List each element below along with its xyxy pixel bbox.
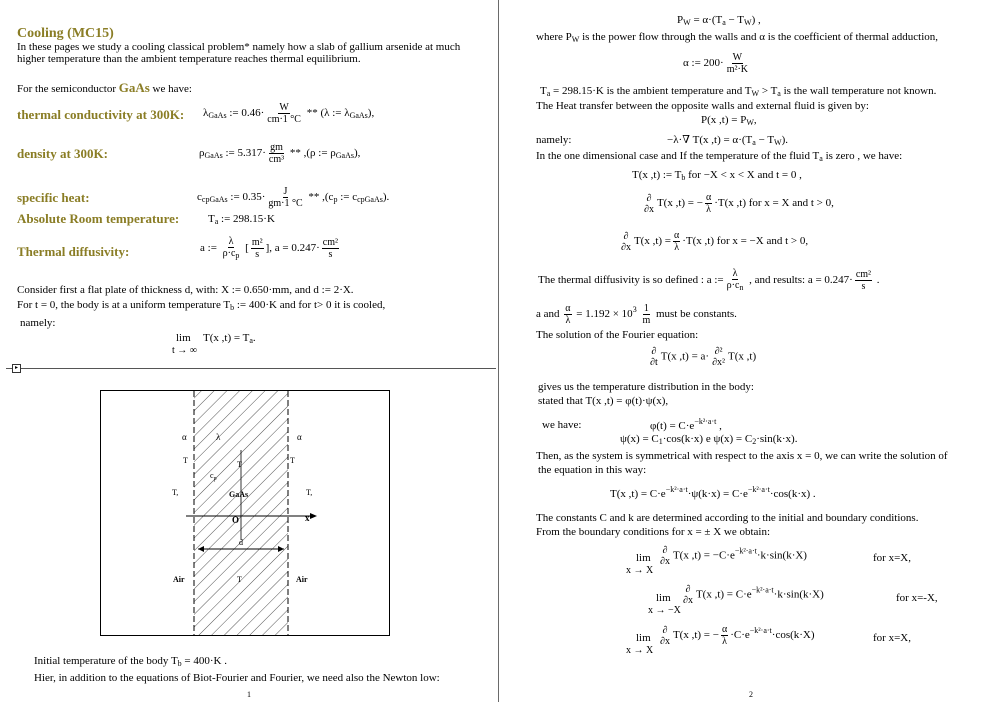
boundary-line: From the boundary conditions for x = ± X we obtain: bbox=[536, 526, 771, 538]
bc2-dx: ∂x bbox=[621, 241, 631, 253]
tw-end: > T bbox=[759, 85, 778, 97]
limit-word: lim bbox=[176, 332, 191, 344]
phi-equation bbox=[650, 418, 722, 432]
density-eq: $\rho_{GaAs}$ := 5.317· $\frac{gm}{\text{cm³}}$ ** ,(ρ := $\rho_{GaAs}$), bbox=[199, 142, 361, 165]
intro-line-1: In these pages we study a cooling classical problem* namely how a slab of gallium arsenide at much bbox=[17, 41, 461, 53]
fig-tv-right: T bbox=[290, 456, 295, 465]
fig-alpha-left: α bbox=[182, 432, 187, 442]
power-equality-eq bbox=[701, 115, 757, 127]
bc1-num: α bbox=[705, 192, 712, 203]
initial-temp-end: = 400·K . bbox=[181, 655, 227, 667]
fig-material: GaAs bbox=[229, 490, 249, 499]
lim1-derivative bbox=[659, 545, 671, 567]
fourier-lhs: T(x ,t) = a· bbox=[660, 350, 710, 363]
diffusivity-eq: a := $\frac{\lambda}{\rho\cdot c_p}$ [ $\frac{\text{m²}}{s}$ ], a = 0.247· $\frac{\text{cm²}}{s}$ bbox=[200, 236, 339, 260]
page-1 bbox=[0, 0, 499, 702]
fourier-partial: ∂ bbox=[651, 346, 657, 357]
fig-air-right: Air bbox=[296, 575, 308, 584]
specific-heat-eq: $c_{cpGaAs}$ := 0.35· $\frac{J}{gm\cdot 1 ^\circ C}$ ** $,(c_p$ := $c_{cpGaAs}$). bbox=[197, 186, 390, 209]
ratio-unit bbox=[641, 303, 651, 326]
initial-temp-text: Initial temperature of the body T bbox=[34, 655, 178, 667]
pw-mid: − T bbox=[725, 14, 744, 26]
lim3-dx: ∂x bbox=[660, 635, 670, 647]
sh-unit-den: gm·1 °C bbox=[268, 198, 303, 209]
limit-1-sub: x → X bbox=[626, 565, 654, 576]
power-flow-eq bbox=[677, 15, 761, 27]
init-cond-sub: b bbox=[681, 173, 686, 182]
ratio-pre: a and bbox=[536, 308, 560, 321]
sh-unit bbox=[267, 186, 303, 209]
bc1-frac bbox=[705, 192, 712, 215]
diff-def-den bbox=[726, 280, 745, 293]
pw-end: = α·(T bbox=[690, 14, 723, 26]
fig-t-left: T, bbox=[172, 488, 179, 497]
lim1-partial: ∂ bbox=[662, 545, 668, 556]
diff-def-unit-num: cm² bbox=[855, 269, 872, 280]
sh-value: 0.35 bbox=[242, 191, 262, 204]
psi-equation bbox=[620, 434, 797, 446]
alpha-def-text: α := 200· bbox=[683, 57, 724, 70]
lim1-dx: ∂x bbox=[660, 556, 670, 567]
sh-note-mid: := c bbox=[337, 191, 358, 204]
where-end: is the power flow through the walls and α is the coefficient of thermal adduction, bbox=[579, 31, 938, 43]
tc-unit-num: W bbox=[279, 102, 289, 113]
sh-note-sub-a: p bbox=[333, 195, 338, 205]
phi-end: , bbox=[716, 420, 722, 432]
initial-condition-eq bbox=[632, 170, 802, 182]
where-sub: W bbox=[571, 35, 580, 44]
symmetric-line-2: the equation in this way: bbox=[538, 464, 647, 476]
one-dimensional-line bbox=[536, 151, 902, 163]
fig-tv-left: T bbox=[183, 456, 188, 465]
bc2-partial: ∂ bbox=[623, 230, 629, 242]
room-temperature-eq bbox=[208, 214, 275, 226]
heat-transfer-line: The Heat transfer between the opposite walls and external fluid is given by: bbox=[536, 100, 869, 112]
fourier-d2 bbox=[711, 346, 726, 368]
grad-text: −λ·∇ T(x ,t) = α·(T bbox=[667, 134, 753, 146]
hier-line: Hier, in addition to the equations of Biot-Fourier and Fourier, we need also the Newton low: bbox=[34, 672, 440, 684]
symmetric-line-1: Then, as the system is symmetrical with respect to the axis x = 0, we can write the solution of bbox=[536, 450, 948, 462]
lim2-end: ·k·sin(k·X) bbox=[773, 588, 824, 601]
grad-sub-w: W bbox=[774, 138, 782, 147]
init-cond-end: for −X < x < X and t = 0 , bbox=[685, 169, 802, 181]
diff-def-unit bbox=[855, 269, 872, 292]
limit-2-eq bbox=[680, 584, 824, 606]
diff-def-mid: , and results: a = 0.247· bbox=[746, 274, 853, 287]
bc1-lhs: T(x ,t) = − bbox=[656, 197, 703, 210]
diff-def-frac bbox=[726, 268, 745, 293]
density-note: ** ,(ρ := ρ bbox=[289, 147, 336, 160]
fig-origin: O bbox=[232, 515, 240, 525]
bc1-dx: ∂x bbox=[644, 203, 654, 215]
pw-sub-a: a bbox=[722, 18, 726, 27]
limit-3-word: lim bbox=[636, 632, 651, 644]
lim3-derivative bbox=[659, 625, 671, 647]
initial-temperature-line bbox=[34, 656, 227, 668]
pw-eq: P bbox=[677, 14, 684, 26]
fig-lambda: λ bbox=[216, 432, 221, 442]
lim3-end: ·cos(k·X) bbox=[771, 629, 815, 642]
ratio-exp: 3 bbox=[632, 305, 637, 315]
limit-1-condition: for x=X, bbox=[873, 552, 911, 564]
p-eq-text: P(x ,t) = P bbox=[701, 114, 747, 126]
diff-unit bbox=[251, 237, 264, 260]
tc-unit-den: cm·1 °C bbox=[267, 114, 301, 125]
limit-sub: t → ∞ bbox=[172, 345, 197, 356]
diff-def-den-text: ρ·c bbox=[726, 280, 740, 291]
tc-note-end: ), bbox=[367, 107, 375, 120]
psi-sub-2: 2 bbox=[752, 437, 757, 446]
density-label: density at 300K: bbox=[17, 146, 108, 161]
pw-sub-w: W bbox=[744, 18, 752, 27]
fourier-rhs: T(x ,t) bbox=[728, 350, 757, 363]
diff-result-unit-den: s bbox=[328, 249, 333, 260]
grad-mid: − T bbox=[755, 134, 775, 146]
tc-symbol: λ bbox=[203, 107, 209, 120]
lim3-exp: −k²·a·t bbox=[749, 626, 772, 636]
solution-exp: −k²·a·t bbox=[665, 485, 688, 494]
thermal-conductivity-label: thermal conductivity at 300K: bbox=[17, 107, 185, 122]
lim2-derivative bbox=[682, 584, 694, 606]
tc-subscript: GaAs bbox=[208, 111, 227, 121]
ambient-temperature-line bbox=[540, 86, 936, 98]
limit-3-condition: for x=X, bbox=[873, 632, 911, 644]
specific-heat-label: specific heat: bbox=[17, 190, 90, 205]
fourier-d2-num: ∂² bbox=[714, 346, 723, 357]
lim1-exp: −k²·a·t bbox=[734, 546, 757, 556]
density-subscript: GaAs bbox=[204, 151, 223, 161]
diffusivity-definition bbox=[538, 268, 880, 293]
init-cond-text: T(x ,t) := T bbox=[632, 169, 682, 181]
diff-frac-den bbox=[222, 248, 241, 261]
diff-lhs: a := bbox=[200, 242, 217, 255]
semiconductor-suffix: we have: bbox=[152, 83, 192, 95]
pw-sub: W bbox=[683, 18, 691, 27]
plate-line-2-sub: b bbox=[230, 303, 235, 312]
limit-2-word: lim bbox=[656, 592, 671, 604]
limit-1-word: lim bbox=[636, 552, 651, 564]
lim3-text: T(x ,t) = − bbox=[672, 629, 719, 642]
boundary-condition-1 bbox=[641, 192, 834, 215]
plate-line-1: Consider first a flat plate of thickness d, with: X := 0.650·mm, and d := 2·X. bbox=[17, 284, 354, 296]
fourier-d2-den: ∂x² bbox=[712, 357, 726, 368]
thermal-conductivity-eq: $\lambda_{GaAs}$ := 0.46· $\frac{W}{cm\cdot 1 ^\circ C}$ ** (λ := $\lambda_{GaAs}$), bbox=[203, 102, 375, 125]
diff-unit-den: s bbox=[255, 249, 260, 260]
tc-unit bbox=[266, 102, 302, 125]
alpha-unit-num: W bbox=[732, 52, 743, 63]
where-line bbox=[536, 32, 938, 44]
density-unit-num: gm bbox=[270, 142, 283, 153]
pw-close: ) , bbox=[751, 14, 761, 26]
solution-mid: ·ψ(k·x) = C·e bbox=[687, 488, 748, 500]
bc1-derivative bbox=[643, 193, 655, 215]
bc2-frac bbox=[673, 230, 680, 253]
bc1-den: λ bbox=[706, 204, 712, 215]
lim1-text: T(x ,t) = −C·e bbox=[672, 549, 735, 562]
limit-2-condition: for x=-X, bbox=[896, 592, 938, 604]
bc2-derivative bbox=[620, 231, 632, 253]
solution-equation bbox=[610, 486, 816, 500]
lim2-exp: −k²·a·t bbox=[751, 585, 774, 595]
density-note-sub: GaAs bbox=[335, 151, 354, 161]
density-unit bbox=[268, 142, 285, 165]
semiconductor-name: GaAs bbox=[118, 80, 150, 95]
gradient-eq bbox=[667, 135, 788, 147]
fig-t-bottom: T bbox=[237, 575, 242, 584]
plate-line-2-text: For t = 0, the body is at a uniform temperature T bbox=[17, 299, 231, 311]
diff-result-unit-num: cm² bbox=[322, 237, 339, 248]
bc2-den: λ bbox=[674, 242, 680, 253]
one-dim-text: In the one dimensional case and If the temperature of the fluid T bbox=[536, 150, 820, 162]
fig-air-left: Air bbox=[173, 575, 185, 584]
fig-alpha-right: α bbox=[297, 432, 302, 442]
alpha-unit-den: m²·K bbox=[726, 64, 749, 75]
ratio-frac bbox=[564, 303, 571, 326]
boundary-condition-2 bbox=[618, 230, 808, 253]
density-value: 5.317 bbox=[237, 147, 263, 160]
lim3-den: λ bbox=[722, 636, 728, 647]
diff-frac-num: λ bbox=[228, 236, 234, 247]
ratio-line bbox=[536, 303, 737, 326]
solution-exp-2: −k²·a·t bbox=[747, 485, 770, 494]
tw-sub: W bbox=[751, 89, 760, 98]
ratio-num: α bbox=[565, 303, 571, 314]
limit-3-sub: x → X bbox=[626, 645, 654, 656]
slab-figure bbox=[100, 390, 390, 636]
fig-cp-text: c bbox=[210, 471, 214, 480]
lim1-end: ·k·sin(k·X) bbox=[756, 549, 807, 562]
fig-cp bbox=[210, 472, 217, 482]
diff-result-unit bbox=[322, 237, 339, 260]
fig-tv-mid: T bbox=[237, 460, 242, 469]
sh-symbol: c bbox=[197, 191, 202, 204]
plate-line-2 bbox=[17, 300, 385, 312]
semiconductor-prefix: For the semiconductor bbox=[17, 83, 116, 95]
page-title: Cooling (MC15) bbox=[17, 26, 114, 41]
fourier-intro: The solution of the Fourier equation: bbox=[536, 329, 699, 341]
bc1-partial: ∂ bbox=[646, 192, 652, 204]
fourier-dt-den: ∂t bbox=[650, 357, 658, 368]
sh-note: ** ,(c bbox=[308, 191, 334, 204]
constants-line: The constants C and k are determined according to the initial and boundary conditions. bbox=[536, 512, 919, 524]
ta-end: = 298.15·K is the ambient temperature and T bbox=[550, 85, 752, 97]
lim2-text: T(x ,t) = C·e bbox=[695, 588, 752, 601]
grad-sub-a: a bbox=[752, 138, 756, 147]
page-2 bbox=[499, 0, 999, 702]
limit-expr: T(x $,t) = T_a$. bbox=[203, 332, 256, 345]
lim2-dx: ∂x bbox=[683, 595, 693, 606]
page-number-2: 2 bbox=[749, 690, 753, 699]
psi-text: ψ(x) = C bbox=[620, 433, 659, 445]
psi-sub-1: 1 bbox=[658, 437, 663, 446]
region-marker-icon[interactable]: ▸ bbox=[12, 364, 21, 373]
diff-def-den-sub: n bbox=[739, 283, 744, 292]
density-note-end: ), bbox=[354, 147, 361, 160]
where-text: where P bbox=[536, 31, 572, 43]
initial-temp-sub: b bbox=[177, 659, 182, 668]
plate-line-2-end: := 400·K and for t> 0 it is cooled, bbox=[234, 299, 386, 311]
diff-frac-den-text: ρ·c bbox=[222, 248, 236, 259]
room-temp-sub: a bbox=[214, 217, 219, 226]
diff-def-end: . bbox=[874, 274, 880, 287]
ratio-end: must be constants. bbox=[653, 308, 737, 321]
namely-label-2: namely: bbox=[536, 134, 572, 146]
diff-def-text: The thermal diffusivity is so defined : a := bbox=[538, 274, 724, 287]
bc2-lhs: T(x ,t) = bbox=[633, 235, 672, 248]
one-dim-sub: a bbox=[819, 154, 823, 163]
phi-text: φ(t) = C·e bbox=[650, 420, 695, 432]
ta-text: T bbox=[540, 85, 547, 97]
ta2-sub: a bbox=[777, 89, 781, 98]
namely-label: namely: bbox=[20, 317, 56, 329]
diff-def-num: λ bbox=[732, 268, 738, 279]
ta-sub: a bbox=[546, 89, 551, 98]
one-dim-end: is zero , we have: bbox=[822, 150, 903, 162]
limit-expr-sub: a bbox=[249, 336, 253, 345]
p-eq-end: , bbox=[753, 114, 757, 126]
lim3-frac bbox=[721, 624, 728, 647]
sh-unit-num: J bbox=[283, 186, 288, 197]
intro-line-2: higher temperature than the ambient temperature reaches thermal equilibrium. bbox=[17, 53, 361, 65]
page-number-1: 1 bbox=[247, 690, 251, 699]
fig-d-label: d bbox=[239, 538, 243, 547]
solution-text: T(x ,t) = C·e bbox=[610, 488, 666, 500]
bc1-end: ·T(x ,t) for x = X and t > 0, bbox=[714, 197, 834, 210]
lim3-mid: ·C·e bbox=[730, 629, 750, 642]
bc2-end: ·T(x ,t) for x = −X and t > 0, bbox=[682, 235, 809, 248]
psi-end: ·sin(k·x). bbox=[756, 433, 798, 445]
limit-2-sub: x → −X bbox=[648, 605, 681, 616]
page-separator-line bbox=[6, 368, 496, 369]
tc-note-sub: GaAs bbox=[349, 111, 368, 121]
ratio-den: λ bbox=[565, 315, 571, 326]
sh-subscript: cpGaAs bbox=[201, 195, 228, 205]
bc2-num: α bbox=[674, 230, 680, 241]
limit-expr-text: T(x ,t) = T bbox=[203, 332, 250, 344]
p-eq-sub: W bbox=[746, 118, 754, 127]
lim3-partial: ∂ bbox=[662, 624, 668, 636]
sh-note-sub-b: cpGaAs bbox=[357, 195, 383, 205]
density-symbol: ρ bbox=[199, 147, 205, 160]
tc-note: ** (λ := λ bbox=[306, 107, 350, 120]
fig-cp-sub: p bbox=[213, 476, 217, 482]
limit-3-eq bbox=[657, 624, 815, 647]
ta2-end: is the wall temperature not known. bbox=[780, 85, 937, 97]
fourier-equation bbox=[647, 346, 756, 368]
diff-unit-num: m² bbox=[251, 237, 263, 248]
fig-t-right: T, bbox=[306, 488, 313, 497]
solution-end: ·cos(k·x) . bbox=[769, 488, 816, 500]
diff-def-unit-den: s bbox=[861, 281, 866, 292]
limit-1-eq bbox=[657, 545, 807, 567]
diff-result: a = 0.247· bbox=[274, 242, 320, 255]
semiconductor-line bbox=[17, 81, 192, 95]
gives-line: gives us the temperature distribution in the body: bbox=[538, 381, 754, 393]
lim3-num: α bbox=[721, 624, 728, 635]
phi-exp: −k²·a·t bbox=[694, 417, 717, 426]
lim2-partial: ∂ bbox=[685, 584, 691, 595]
density-unit-den: cm³ bbox=[268, 154, 285, 165]
alpha-definition bbox=[683, 52, 751, 75]
ratio-unit-den: m bbox=[642, 315, 651, 326]
ratio-unit-num: 1 bbox=[643, 303, 649, 314]
diff-frac-den-sub: p bbox=[235, 251, 240, 260]
fig-x-axis-label: x bbox=[305, 513, 310, 523]
stated-line: stated that T(x ,t) = φ(t)·ψ(x), bbox=[538, 395, 669, 407]
ratio-val: = 1.192 × 10 bbox=[576, 308, 633, 321]
psi-mid: ·cos(k·x) e ψ(x) = C bbox=[662, 433, 753, 445]
sh-note-end: ). bbox=[382, 191, 390, 204]
alpha-unit bbox=[726, 52, 749, 75]
room-temp-value: := 298.15·K bbox=[221, 213, 275, 225]
diffusivity-label: Thermal diffusivity: bbox=[17, 244, 130, 259]
fourier-dt bbox=[649, 346, 659, 368]
grad-end: ). bbox=[781, 134, 789, 146]
we-have-label: we have: bbox=[542, 419, 582, 431]
room-temp-expr: T bbox=[208, 213, 215, 225]
tc-value: 0.46 bbox=[241, 107, 261, 120]
room-temperature-label: Absolute Room temperature: bbox=[17, 211, 180, 226]
diff-frac bbox=[222, 236, 241, 261]
